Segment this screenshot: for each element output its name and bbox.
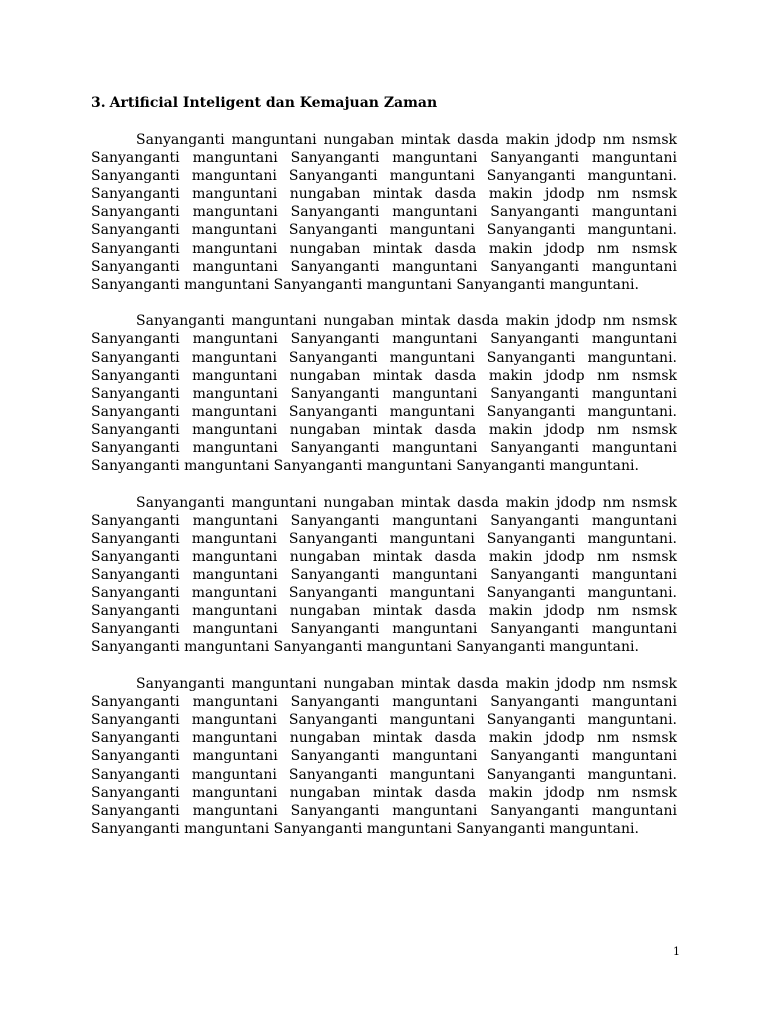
page-number: 1 [673,945,680,958]
document-page [91,93,677,856]
body-paragraph-2: Sanyanganti manguntani nungaban mintak dasda makin jdodp nm nsmsk Sanyanganti manguntani Sanyanganti manguntani Sanyanganti manguntani Sanyanganti manguntani Sanyanganti manguntani Sanyanganti manguntani. Sanyanganti manguntani nungaban mintak dasda makin jdodp nm nsmsk Sanyanganti manguntani Sanyanganti manguntani Sanyanganti manguntani Sanyanganti manguntani Sanyanganti manguntani Sanyanganti manguntani. Sanyanganti manguntani nungaban mintak dasda makin jdodp nm nsmsk Sanyanganti manguntani Sanyanganti manguntani Sanyanganti manguntani Sanyanganti manguntani Sanyanganti manguntani Sanyanganti manguntani. [91,313,677,475]
section-heading [91,93,677,113]
body-paragraph-3: Sanyanganti manguntani nungaban mintak dasda makin jdodp nm nsmsk Sanyanganti manguntani Sanyanganti manguntani Sanyanganti manguntani Sanyanganti manguntani Sanyanganti manguntani Sanyanganti manguntani. Sanyanganti manguntani nungaban mintak dasda makin jdodp nm nsmsk Sanyanganti manguntani Sanyanganti manguntani Sanyanganti manguntani Sanyanganti manguntani Sanyanganti manguntani Sanyanganti manguntani. Sanyanganti manguntani nungaban mintak dasda makin jdodp nm nsmsk Sanyanganti manguntani Sanyanganti manguntani Sanyanganti manguntani Sanyanganti manguntani Sanyanganti manguntani Sanyanganti manguntani. [91,494,677,656]
body-paragraph-4: Sanyanganti manguntani nungaban mintak dasda makin jdodp nm nsmsk Sanyanganti manguntani Sanyanganti manguntani Sanyanganti manguntani Sanyanganti manguntani Sanyanganti manguntani Sanyanganti manguntani. Sanyanganti manguntani nungaban mintak dasda makin jdodp nm nsmsk Sanyanganti manguntani Sanyanganti manguntani Sanyanganti manguntani Sanyanganti manguntani Sanyanganti manguntani Sanyanganti manguntani. Sanyanganti manguntani nungaban mintak dasda makin jdodp nm nsmsk Sanyanganti manguntani Sanyanganti manguntani Sanyanganti manguntani Sanyanganti manguntani Sanyanganti manguntani Sanyanganti manguntani. [91,676,677,837]
section-number: 3. [91,95,106,111]
section-title: Artificial Inteligent dan Kemajuan Zaman [109,95,438,111]
body-paragraph-1: Sanyanganti manguntani nungaban mintak dasda makin jdodp nm nsmsk Sanyanganti manguntani Sanyanganti manguntani Sanyanganti manguntani Sanyanganti manguntani Sanyanganti manguntani Sanyanganti manguntani. Sanyanganti manguntani nungaban mintak dasda makin jdodp nm nsmsk Sanyanganti manguntani Sanyanganti manguntani Sanyanganti manguntani Sanyanganti manguntani Sanyanganti manguntani Sanyanganti manguntani. Sanyanganti manguntani nungaban mintak dasda makin jdodp nm nsmsk Sanyanganti manguntani Sanyanganti manguntani Sanyanganti manguntani Sanyanganti manguntani Sanyanganti manguntani Sanyanganti manguntani. [91,132,677,293]
